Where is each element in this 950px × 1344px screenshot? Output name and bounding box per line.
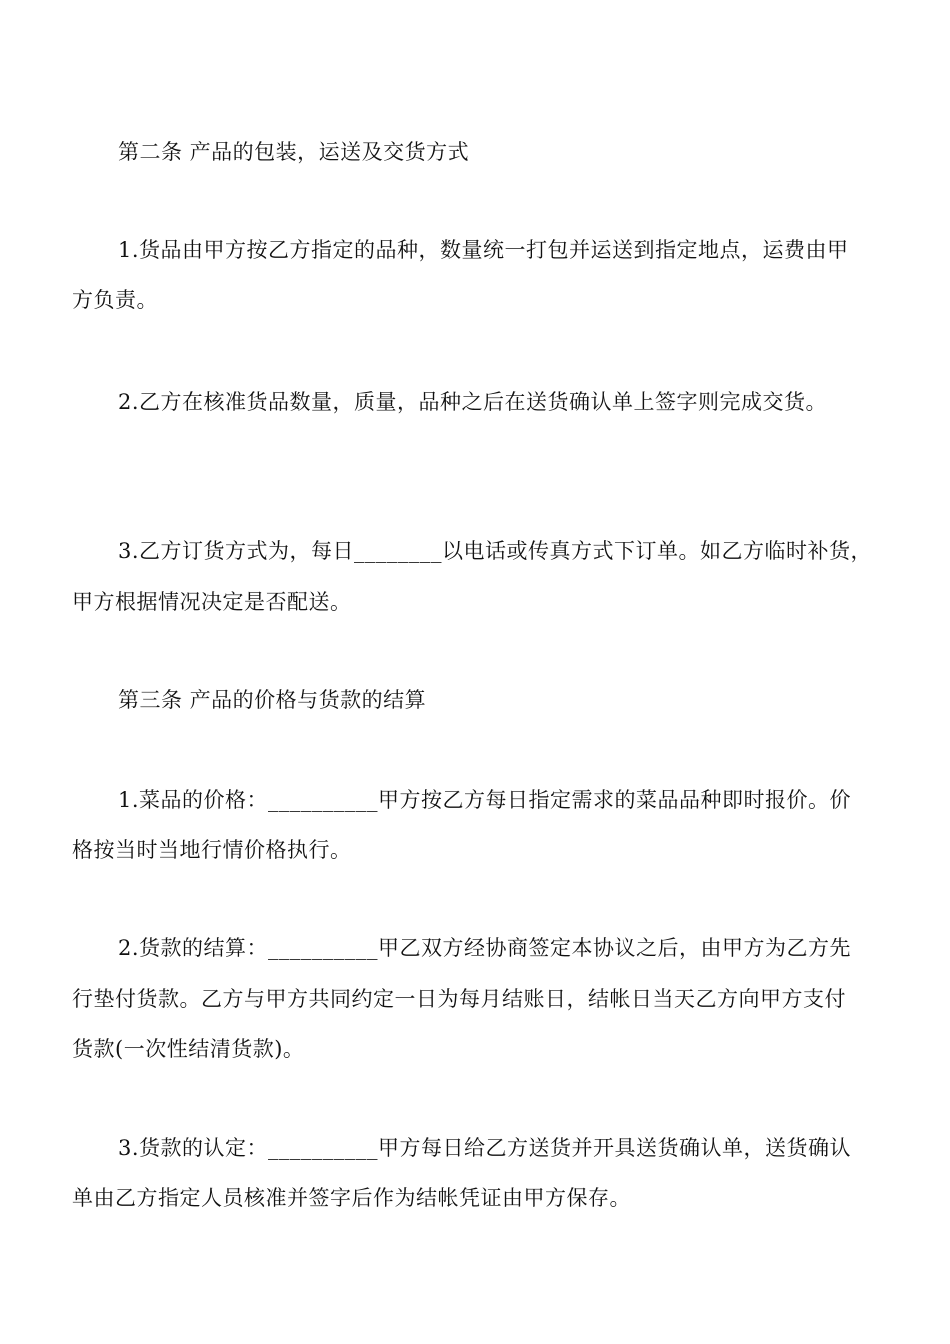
section-2-heading: 第二条 产品的包装，运送及交货方式 (118, 140, 470, 164)
section-2-item-3-line-2: 甲方根据情况决定是否配送。 (72, 590, 352, 614)
section-2-item-2-line-1: 2.乙方在核准货品数量，质量，品种之后在送货确认单上签字则完成交货。 (118, 390, 828, 414)
section-2-item-1-line-2: 方负责。 (72, 288, 158, 312)
section-3-heading: 第三条 产品的价格与货款的结算 (118, 688, 427, 712)
section-2-item-1-line-1: 1.货品由甲方按乙方指定的品种，数量统一打包并运送到指定地点，运费由甲 (118, 238, 849, 262)
section-2-item-3-line-1: 3.乙方订货方式为，每日________以电话或传真方式下订单。如乙方临时补货， (118, 539, 873, 563)
section-3-item-2-line-2: 行垫付货款。乙方与甲方共同约定一日为每月结账日，结帐日当天乙方向甲方支付 (72, 987, 846, 1011)
section-3-item-1-line-2: 格按当时当地行情价格执行。 (72, 838, 352, 862)
section-3-item-2-line-3: 货款(一次性结清货款)。 (72, 1037, 305, 1061)
section-3-item-3-line-2: 单由乙方指定人员核准并签字后作为结帐凭证由甲方保存。 (72, 1186, 631, 1210)
section-3-item-2-line-1: 2.货款的结算：__________甲乙双方经协商签定本协议之后，由甲方为乙方先 (118, 936, 852, 960)
section-3-item-1-line-1: 1.菜品的价格：__________甲方按乙方每日指定需求的菜品品种即时报价。价 (118, 788, 852, 812)
section-3-item-3-line-1: 3.货款的认定：__________甲方每日给乙方送货并开具送货确认单，送货确认 (118, 1136, 852, 1160)
